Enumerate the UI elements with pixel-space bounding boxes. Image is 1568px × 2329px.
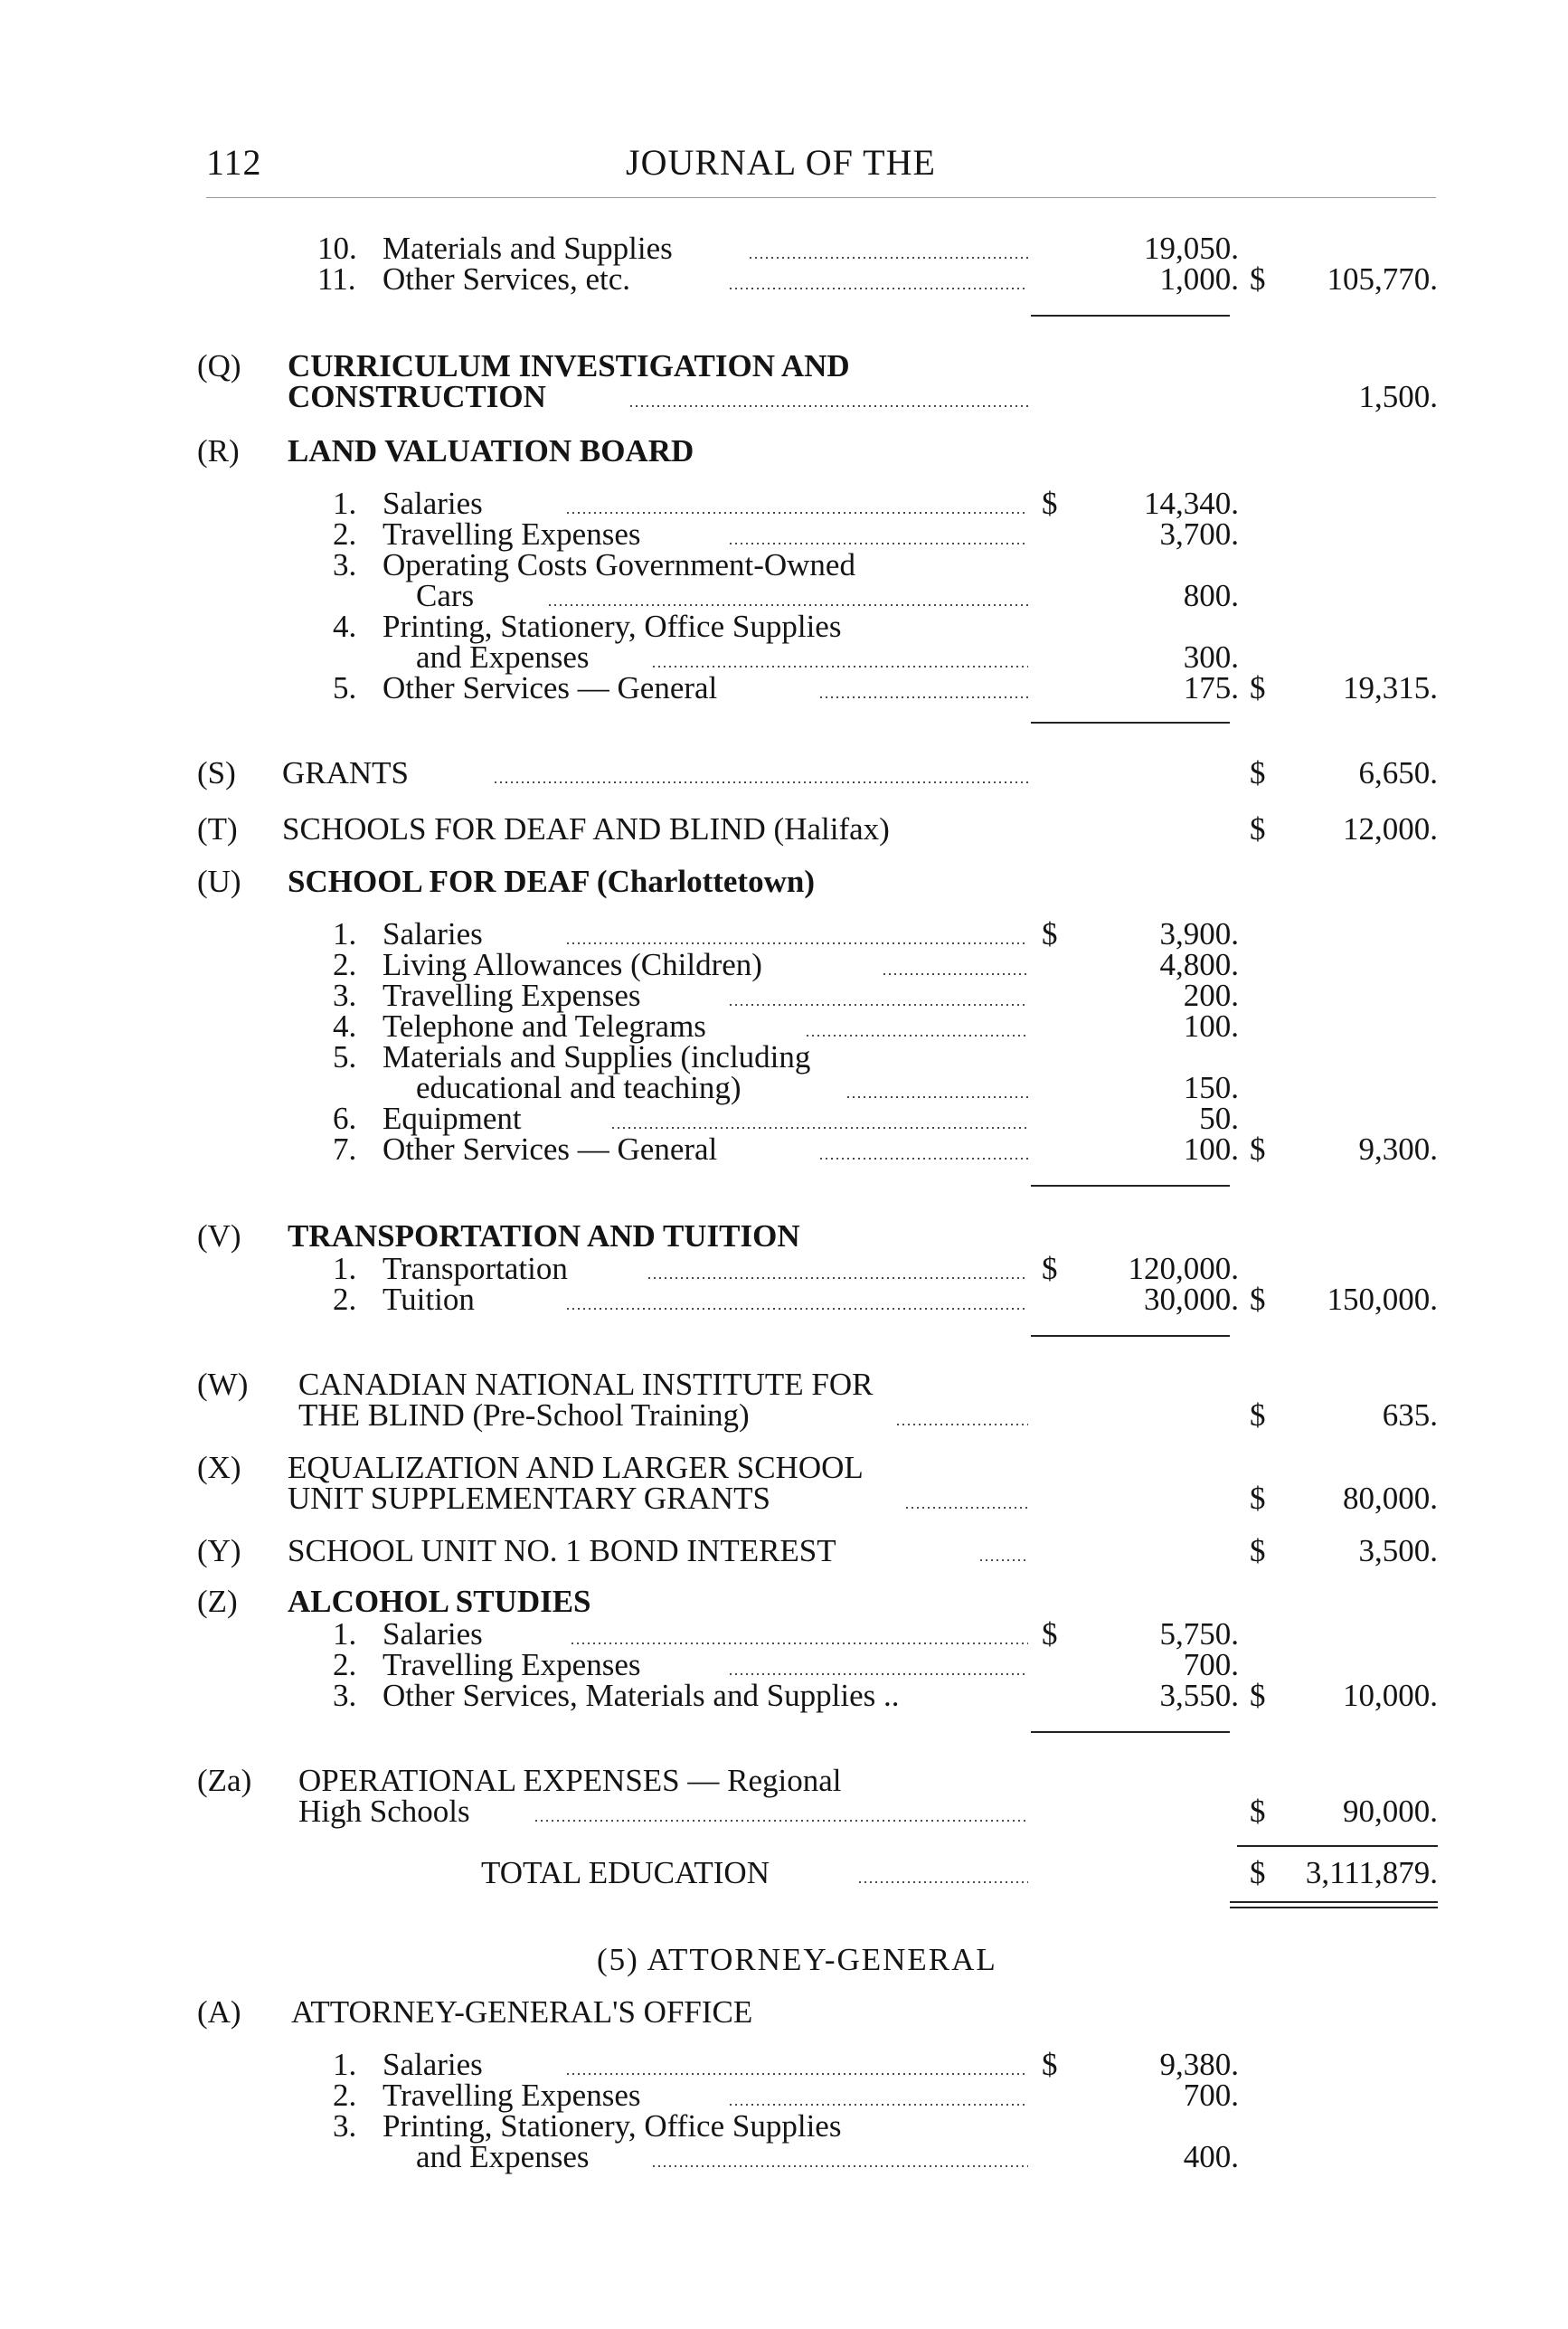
dollar-sign: $	[1250, 1678, 1266, 1713]
dollar-sign: $	[1042, 916, 1058, 951]
item-amount: 3,550.	[1159, 1678, 1239, 1713]
dollar-sign: $	[1250, 1855, 1266, 1890]
item-number: 1.	[333, 916, 357, 951]
dot-leader	[895, 1424, 1028, 1425]
section-title: SCHOOL FOR DEAF (Charlottetown)	[288, 864, 815, 899]
item-amount: 30,000.	[1144, 1282, 1239, 1317]
grand-total: 3,111,879.	[1305, 1855, 1438, 1890]
section-total: 80,000.	[1343, 1481, 1438, 1516]
item-label: Travelling Expenses	[383, 516, 641, 552]
item-label: Other Services — General	[383, 1131, 718, 1167]
item-amount: 800.	[1183, 578, 1239, 613]
item-label: Transportation	[383, 1251, 568, 1286]
department-heading: (5) ATTORNEY-GENERAL	[597, 1942, 997, 1977]
section-title: SCHOOL UNIT NO. 1 BOND INTEREST	[288, 1533, 836, 1568]
dot-leader	[565, 2073, 1028, 2075]
dot-leader	[882, 973, 1028, 975]
section-title: ALCOHOL STUDIES	[288, 1584, 591, 1619]
item-number: 3.	[333, 978, 357, 1013]
dollar-sign: $	[1250, 1481, 1266, 1516]
item-amount: 3,900.	[1159, 916, 1239, 951]
section-letter: (W)	[197, 1367, 249, 1402]
section-title: CURRICULUM INVESTIGATION AND	[288, 348, 850, 383]
item-label: Materials and Supplies (including	[383, 1039, 811, 1075]
dollar-sign: $	[1042, 1616, 1058, 1652]
item-number: 1.	[333, 486, 357, 521]
dollar-sign: $	[1250, 1533, 1266, 1568]
item-label: Travelling Expenses	[383, 978, 641, 1013]
dot-leader	[493, 781, 1028, 783]
item-label: Travelling Expenses	[383, 2078, 641, 2113]
subtotal-rule	[1031, 1185, 1230, 1187]
item-label-continued: educational and teaching)	[416, 1070, 741, 1105]
dot-leader	[728, 2104, 1028, 2106]
item-number: 1.	[333, 1616, 357, 1652]
item-amount: 100.	[1183, 1131, 1239, 1167]
section-letter: (T)	[197, 811, 238, 847]
dot-leader	[565, 1308, 1028, 1310]
section-total: 6,650.	[1358, 755, 1438, 791]
total-education-label: TOTAL EDUCATION	[481, 1855, 770, 1890]
section-total: 150,000.	[1327, 1282, 1438, 1317]
section-letter: (Q)	[197, 348, 241, 383]
item-number: 2.	[333, 516, 357, 552]
dollar-sign: $	[1042, 2047, 1058, 2082]
dot-leader	[728, 288, 1028, 289]
dot-leader	[818, 1158, 1028, 1160]
item-number: 5.	[333, 1039, 357, 1075]
page-number: 112	[206, 142, 262, 183]
section-title: LAND VALUATION BOARD	[288, 433, 694, 469]
section-total: 12,000.	[1343, 811, 1438, 847]
section-total: 3,500.	[1358, 1533, 1438, 1568]
item-label: Equipment	[383, 1101, 522, 1136]
dot-leader	[565, 942, 1028, 944]
item-label: Salaries	[383, 2047, 483, 2082]
double-rule	[1230, 1907, 1438, 1908]
dot-leader	[565, 512, 1028, 514]
dollar-sign: $	[1250, 261, 1266, 297]
item-number: 3.	[333, 1678, 357, 1713]
item-amount: 300.	[1183, 639, 1239, 675]
item-label: Materials and Supplies	[383, 231, 673, 266]
dot-leader	[651, 2165, 1028, 2167]
item-label-continued: and Expenses	[416, 2139, 590, 2174]
item-label: Salaries	[383, 916, 483, 951]
dot-leader	[570, 1643, 1028, 1644]
dollar-sign: $	[1250, 1794, 1266, 1829]
item-number: 2.	[333, 947, 357, 982]
dot-leader	[647, 1277, 1028, 1279]
dot-leader	[728, 1673, 1028, 1675]
item-number: 3.	[333, 547, 357, 582]
item-label: Telephone and Telegrams	[383, 1008, 706, 1044]
section-letter: (U)	[197, 864, 241, 899]
dot-leader	[857, 1881, 1028, 1883]
item-amount: 150.	[1183, 1070, 1239, 1105]
section-title: SCHOOLS FOR DEAF AND BLIND (Halifax)	[282, 811, 890, 847]
dollar-sign: $	[1250, 811, 1266, 847]
item-amount: 100.	[1183, 1008, 1239, 1044]
item-label: Operating Costs Government-Owned	[383, 547, 855, 582]
dollar-sign: $	[1042, 486, 1058, 521]
item-amount: 4,800.	[1159, 947, 1239, 982]
section-total: 19,315.	[1343, 670, 1438, 705]
item-number: 1.	[333, 2047, 357, 2082]
item-amount: 19,050.	[1144, 231, 1239, 266]
dollar-sign: $	[1250, 1131, 1266, 1167]
section-title: GRANTS	[282, 755, 410, 791]
item-amount: 14,340.	[1144, 486, 1239, 521]
subtotal-rule	[1031, 722, 1230, 724]
item-label: Other Services, etc.	[383, 261, 631, 297]
subtotal-rule	[1031, 315, 1230, 317]
section-title: THE BLIND (Pre-School Training)	[298, 1397, 750, 1433]
item-label: Tuition	[383, 1282, 475, 1317]
section-total: 635.	[1382, 1397, 1438, 1433]
dot-leader	[904, 1507, 1028, 1509]
item-number: 1.	[333, 1251, 357, 1286]
item-number: 5.	[333, 670, 357, 705]
item-amount: 175.	[1183, 670, 1239, 705]
item-number: 2.	[333, 2078, 357, 2113]
section-title: UNIT SUPPLEMENTARY GRANTS	[288, 1481, 770, 1516]
item-number: 2.	[333, 1282, 357, 1317]
dot-leader	[818, 696, 1028, 698]
item-label-continued: and Expenses	[416, 639, 590, 675]
dot-leader	[628, 405, 1028, 407]
item-amount: 700.	[1183, 2078, 1239, 2113]
item-amount: 9,380.	[1159, 2047, 1239, 2082]
item-number: 7.	[333, 1131, 357, 1167]
dot-leader	[748, 257, 1028, 259]
item-label: Other Services, Materials and Supplies ..	[383, 1678, 900, 1713]
section-title: CANADIAN NATIONAL INSTITUTE FOR	[298, 1367, 874, 1402]
section-letter: (S)	[197, 755, 236, 791]
dot-leader	[978, 1559, 1028, 1561]
section-total: 90,000.	[1343, 1794, 1438, 1829]
item-number: 4.	[333, 1008, 357, 1044]
subtotal-rule	[1031, 1335, 1230, 1337]
double-rule	[1230, 1901, 1438, 1903]
item-number: 11.	[317, 261, 356, 297]
section-total: 9,300.	[1358, 1131, 1438, 1167]
item-amount: 200.	[1183, 978, 1239, 1013]
item-label: Printing, Stationery, Office Supplies	[383, 609, 842, 644]
section-title: EQUALIZATION AND LARGER SCHOOL	[288, 1450, 864, 1485]
dot-leader	[805, 1035, 1028, 1037]
section-title: ATTORNEY-GENERAL'S OFFICE	[291, 1994, 753, 2030]
subtotal-rule	[1031, 1731, 1230, 1733]
dollar-sign: $	[1250, 1282, 1266, 1317]
section-title: High Schools	[298, 1794, 470, 1829]
section-total: 1,500.	[1358, 379, 1438, 414]
item-amount: 400.	[1183, 2139, 1239, 2174]
dollar-sign: $	[1042, 1251, 1058, 1286]
section-letter: (A)	[197, 1994, 241, 2030]
dot-leader	[610, 1127, 1028, 1129]
item-label: Living Allowances (Children)	[383, 947, 762, 982]
item-label: Travelling Expenses	[383, 1647, 641, 1682]
dollar-sign: $	[1250, 1397, 1266, 1433]
item-number: 2.	[333, 1647, 357, 1682]
section-letter: (Z)	[197, 1584, 238, 1619]
dollar-sign: $	[1250, 670, 1266, 705]
item-number: 6.	[333, 1101, 357, 1136]
item-amount: 120,000.	[1128, 1251, 1239, 1286]
dot-leader	[728, 1004, 1028, 1006]
dot-leader	[534, 1820, 1028, 1822]
section-total: 10,000.	[1343, 1678, 1438, 1713]
item-amount: 3,700.	[1159, 516, 1239, 552]
section-letter: (X)	[197, 1450, 241, 1485]
dollar-sign: $	[1250, 755, 1266, 791]
dot-leader	[845, 1096, 1028, 1098]
page-title: JOURNAL OF THE	[626, 142, 936, 183]
item-amount: 1,000.	[1159, 261, 1239, 297]
section-letter: (V)	[197, 1218, 241, 1254]
item-number: 3.	[333, 2108, 357, 2144]
dot-leader	[651, 666, 1028, 667]
item-label: Other Services — General	[383, 670, 718, 705]
header-rule	[206, 197, 1436, 198]
item-label: Salaries	[383, 1616, 483, 1652]
section-title: OPERATIONAL EXPENSES — Regional	[298, 1763, 842, 1798]
item-number: 4.	[333, 609, 357, 644]
item-amount: 5,750.	[1159, 1616, 1239, 1652]
item-label-continued: Cars	[416, 578, 475, 613]
dot-leader	[728, 543, 1028, 544]
item-label: Salaries	[383, 486, 483, 521]
section-title: CONSTRUCTION	[288, 379, 546, 414]
section-title: TRANSPORTATION AND TUITION	[288, 1218, 800, 1254]
section-total: 105,770.	[1327, 261, 1438, 297]
total-rule	[1237, 1845, 1438, 1847]
item-number: 10.	[317, 231, 357, 266]
item-amount: 50.	[1199, 1101, 1239, 1136]
item-label: Printing, Stationery, Office Supplies	[383, 2108, 842, 2144]
section-letter: (R)	[197, 433, 240, 469]
section-letter: (Y)	[197, 1533, 241, 1568]
section-letter: (Za)	[197, 1763, 252, 1798]
dot-leader	[547, 604, 1028, 606]
item-amount: 700.	[1183, 1647, 1239, 1682]
